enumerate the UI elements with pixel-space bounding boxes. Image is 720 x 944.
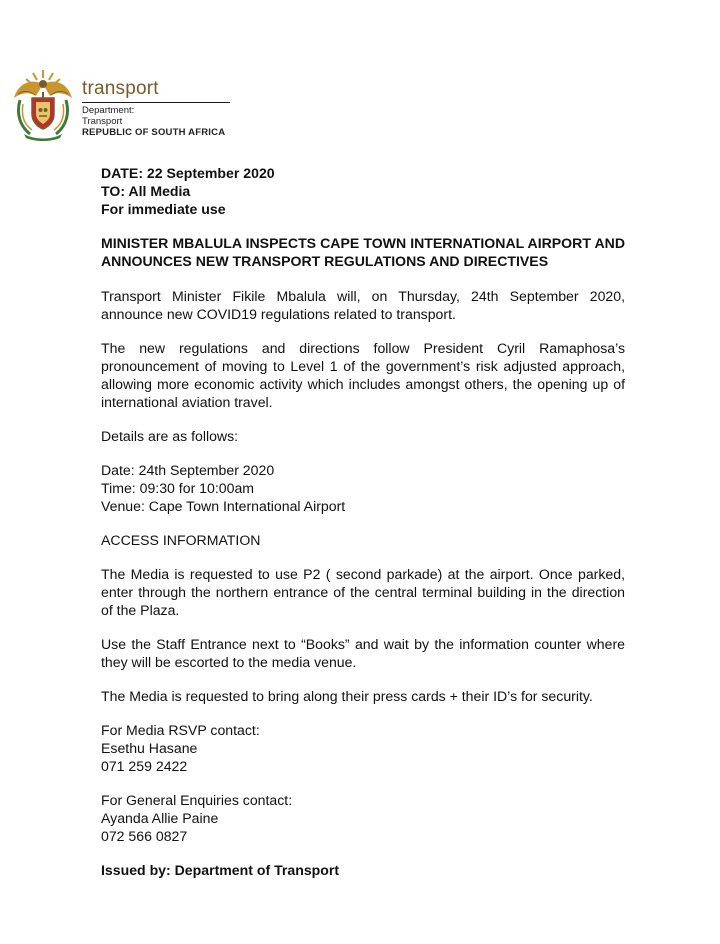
enquiries-phone: 072 566 0827 bbox=[101, 828, 188, 844]
enquiries-label: For General Enquiries contact: bbox=[101, 792, 293, 808]
headline: MINISTER MBALULA INSPECTS CAPE TOWN INTERNATIONAL AIRPORT AND ANNOUNCES NEW TRANSPORT REGULATIONS AND DIRECTIVES bbox=[101, 235, 625, 269]
access-heading: ACCESS INFORMATION bbox=[101, 532, 261, 548]
rsvp-contact bbox=[101, 721, 625, 775]
to-line: TO: All Media bbox=[101, 183, 191, 199]
press-release-body bbox=[101, 164, 625, 895]
rsvp-label: For Media RSVP contact: bbox=[101, 722, 260, 738]
details-block bbox=[101, 461, 625, 515]
memo-header bbox=[101, 164, 625, 218]
rsvp-name: Esethu Hasane bbox=[101, 740, 198, 756]
paragraph-context: The new regulations and directions follow President Cyril Ramaphosa’s pronouncement of moving to Level 1 of the government’s risk adjusted approach, allowing more economic activity which includes amongst others, the opening up of international aviation travel. bbox=[101, 340, 625, 410]
enquiries-contact bbox=[101, 791, 625, 845]
country-name: REPUBLIC OF SOUTH AFRICA bbox=[82, 127, 226, 138]
letterhead bbox=[10, 64, 250, 144]
department-label: Department: bbox=[82, 105, 135, 116]
coat-of-arms-icon bbox=[10, 64, 76, 142]
paragraph-announcement: Transport Minister Fikile Mbalula will, on Thursday, 24th September 2020, announce new COVID19 regulations related to transport. bbox=[101, 288, 625, 322]
issued-by: Issued by: Department of Transport bbox=[101, 862, 340, 878]
details-date: Date: 24th September 2020 bbox=[101, 462, 275, 478]
rsvp-phone: 071 259 2422 bbox=[101, 758, 188, 774]
brand-name: transport bbox=[82, 78, 159, 99]
department-name: Transport bbox=[82, 116, 123, 127]
department-block bbox=[82, 105, 225, 138]
details-time: Time: 09:30 for 10:00am bbox=[101, 480, 255, 496]
enquiries-name: Ayanda Allie Paine bbox=[101, 810, 219, 826]
brand-divider bbox=[82, 102, 230, 103]
use-line: For immediate use bbox=[101, 201, 226, 217]
date-line: DATE: 22 September 2020 bbox=[101, 165, 275, 181]
details-venue: Venue: Cape Town International Airport bbox=[101, 498, 346, 514]
details-intro: Details are as follows: bbox=[101, 428, 239, 444]
access-entrance: Use the Staff Entrance next to “Books” and wait by the information counter where they will be escorted to the media venue. bbox=[101, 636, 625, 670]
access-id: The Media is requested to bring along their press cards + their ID’s for security. bbox=[101, 688, 593, 704]
access-parking: The Media is requested to use P2 ( second parkade) at the airport. Once parked, enter through the northern entrance of the central terminal building in the direction of the Plaza. bbox=[101, 566, 625, 618]
